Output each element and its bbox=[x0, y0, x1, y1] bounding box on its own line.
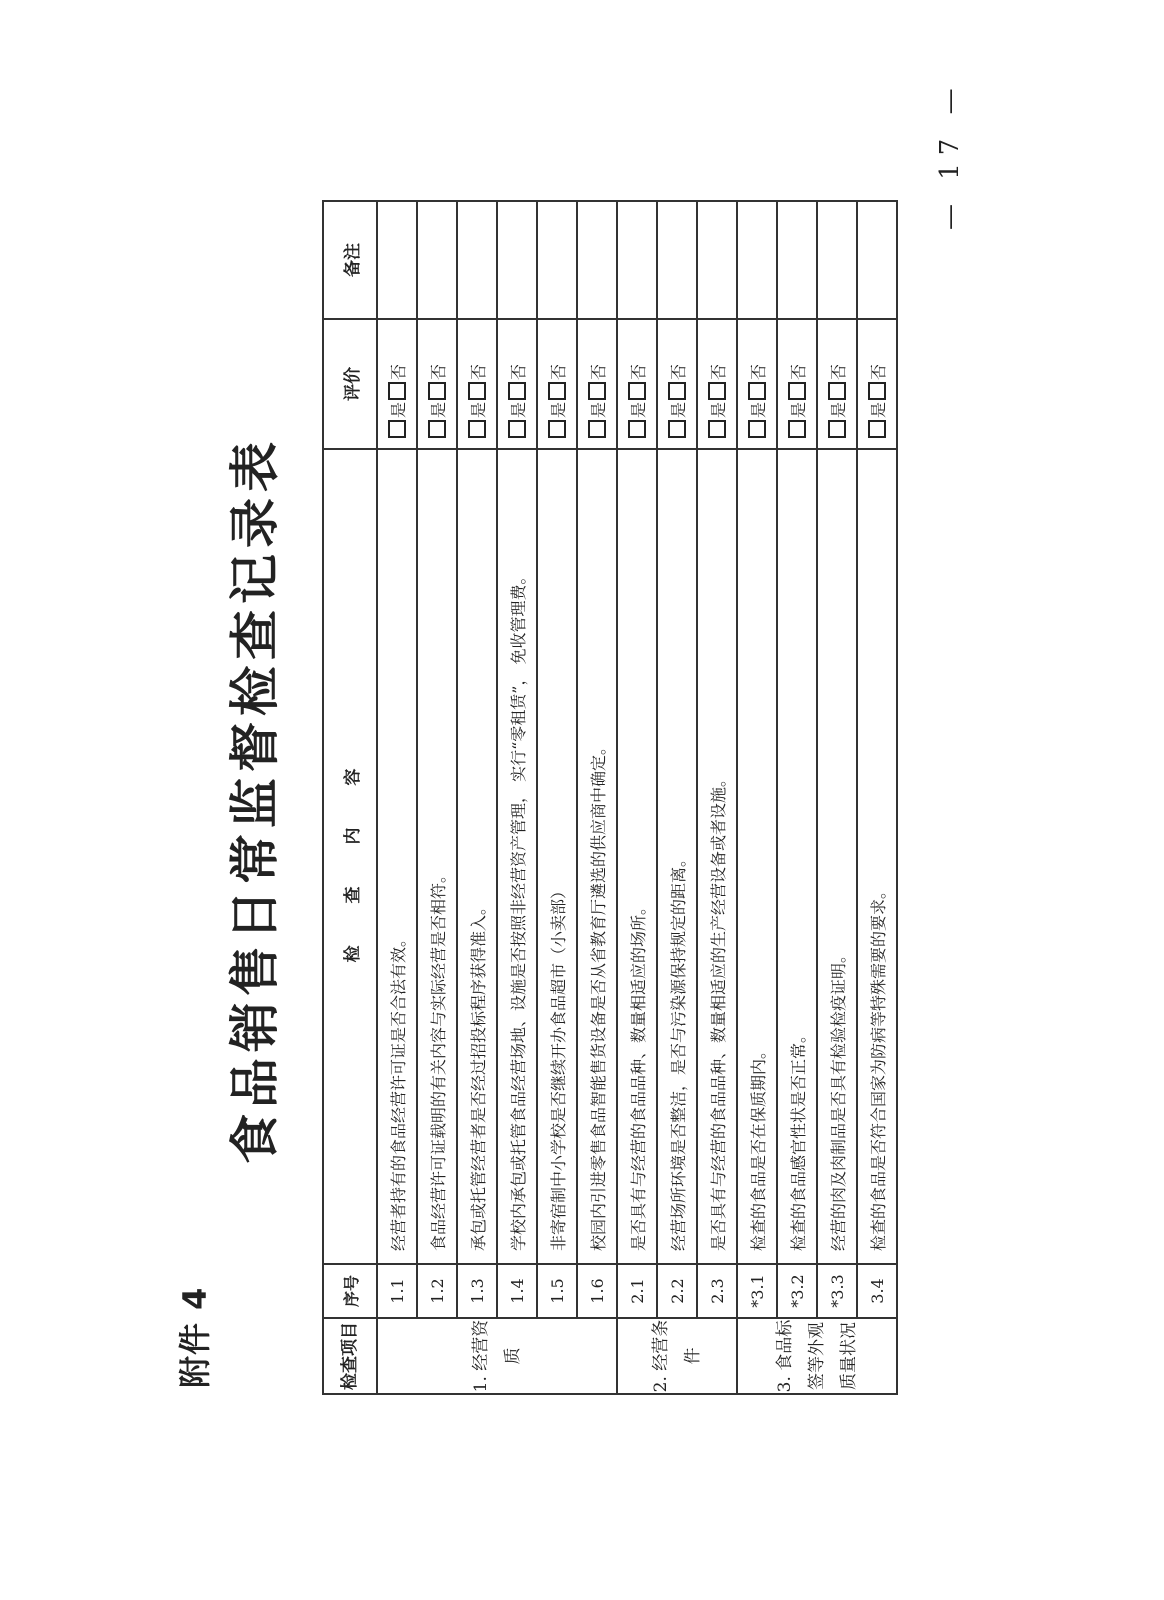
row-seq: 1.3 bbox=[457, 1264, 497, 1318]
no-checkbox[interactable] bbox=[388, 382, 406, 400]
row-content: 是否具有与经营的食品品种、数量相适应的场所。 bbox=[617, 449, 657, 1264]
yes-checkbox[interactable] bbox=[868, 420, 886, 438]
row-seq: 2.3 bbox=[697, 1264, 737, 1318]
row-content: 学校内承包或托管食品经营场地、设施是否按照非经营资产管理， 实行“零租赁”， 免收管理费。 bbox=[497, 449, 537, 1264]
table-row bbox=[377, 201, 417, 1394]
yes-checkbox[interactable] bbox=[828, 420, 846, 438]
yes-label: 是 bbox=[628, 401, 648, 418]
row-evaluation bbox=[417, 319, 457, 449]
table-row bbox=[537, 201, 577, 1394]
row-content: 承包或托管经营者是否经过招投标程序获得准入。 bbox=[457, 449, 497, 1264]
table-row bbox=[497, 201, 537, 1394]
row-note[interactable] bbox=[537, 201, 577, 319]
row-content: 检查的食品是否符合国家为防病等特殊需要的要求。 bbox=[857, 449, 897, 1264]
table-row bbox=[817, 201, 857, 1394]
row-content: 食品经营许可证载明的有关内容与实际经营是否相符。 bbox=[417, 449, 457, 1264]
row-evaluation bbox=[457, 319, 497, 449]
no-label: 否 bbox=[548, 363, 568, 380]
annex-label: 附件 4 bbox=[176, 1286, 214, 1388]
row-content: 非寄宿制中小学校是否继续开办食品超市（小卖部） bbox=[537, 449, 577, 1264]
row-note[interactable] bbox=[577, 201, 617, 319]
no-label: 否 bbox=[868, 363, 888, 380]
no-label: 否 bbox=[428, 363, 448, 380]
yes-checkbox[interactable] bbox=[748, 420, 766, 438]
inspection-table bbox=[322, 200, 898, 1395]
yes-checkbox[interactable] bbox=[588, 420, 606, 438]
yes-label: 是 bbox=[468, 401, 488, 418]
row-content: 检查的食品是否在保质期内。 bbox=[737, 449, 777, 1264]
yes-label: 是 bbox=[748, 401, 768, 418]
row-content: 经营场所环境是否整洁，是否与污染源保持规定的距离。 bbox=[657, 449, 697, 1264]
yes-label: 是 bbox=[668, 401, 688, 418]
row-note[interactable] bbox=[857, 201, 897, 319]
yes-label: 是 bbox=[388, 401, 408, 418]
no-label: 否 bbox=[788, 363, 808, 380]
yes-label: 是 bbox=[428, 401, 448, 418]
row-evaluation bbox=[377, 319, 417, 449]
check-item-group: 2. 经营条件 bbox=[617, 1318, 737, 1394]
yes-checkbox[interactable] bbox=[428, 420, 446, 438]
no-checkbox[interactable] bbox=[428, 382, 446, 400]
row-evaluation bbox=[537, 319, 577, 449]
yes-label: 是 bbox=[588, 401, 608, 418]
yes-label: 是 bbox=[828, 401, 848, 418]
row-seq: 1.5 bbox=[537, 1264, 577, 1318]
no-checkbox[interactable] bbox=[668, 382, 686, 400]
table-row bbox=[577, 201, 617, 1394]
no-label: 否 bbox=[708, 363, 728, 380]
no-label: 否 bbox=[668, 363, 688, 380]
yes-checkbox[interactable] bbox=[388, 420, 406, 438]
row-note[interactable] bbox=[457, 201, 497, 319]
row-note[interactable] bbox=[697, 201, 737, 319]
no-label: 否 bbox=[508, 363, 528, 380]
row-note[interactable] bbox=[497, 201, 537, 319]
row-evaluation bbox=[817, 319, 857, 449]
row-content: 经营的肉及肉制品是否具有检验检疫证明。 bbox=[817, 449, 857, 1264]
row-seq: 1.4 bbox=[497, 1264, 537, 1318]
header-eval: 评价 bbox=[323, 319, 377, 449]
no-label: 否 bbox=[588, 363, 608, 380]
table-row bbox=[737, 201, 777, 1394]
no-checkbox[interactable] bbox=[588, 382, 606, 400]
no-label: 否 bbox=[468, 363, 488, 380]
row-note[interactable] bbox=[377, 201, 417, 319]
table-row bbox=[457, 201, 497, 1394]
row-evaluation bbox=[617, 319, 657, 449]
row-content: 是否具有与经营的食品品种、数量相适应的生产经营设备或者设施。 bbox=[697, 449, 737, 1264]
yes-label: 是 bbox=[508, 401, 528, 418]
row-content: 检查的食品感官性状是否正常。 bbox=[777, 449, 817, 1264]
table-row bbox=[657, 201, 697, 1394]
no-checkbox[interactable] bbox=[468, 382, 486, 400]
row-seq: *3.3 bbox=[817, 1264, 857, 1318]
table-row bbox=[417, 201, 457, 1394]
row-note[interactable] bbox=[617, 201, 657, 319]
header-content: 检 查 内 容 bbox=[323, 449, 377, 1264]
no-checkbox[interactable] bbox=[548, 382, 566, 400]
yes-checkbox[interactable] bbox=[668, 420, 686, 438]
check-item-group: 1. 经营资质 bbox=[377, 1318, 617, 1394]
row-content: 经营者持有的食品经营许可证是否合法有效。 bbox=[377, 449, 417, 1264]
row-evaluation bbox=[577, 319, 617, 449]
table-row bbox=[857, 201, 897, 1394]
table-row bbox=[697, 201, 737, 1394]
no-checkbox[interactable] bbox=[748, 382, 766, 400]
yes-label: 是 bbox=[708, 401, 728, 418]
yes-label: 是 bbox=[868, 401, 888, 418]
row-seq: 3.4 bbox=[857, 1264, 897, 1318]
row-evaluation bbox=[697, 319, 737, 449]
row-evaluation bbox=[497, 319, 537, 449]
no-label: 否 bbox=[628, 363, 648, 380]
row-note[interactable] bbox=[657, 201, 697, 319]
row-note[interactable] bbox=[817, 201, 857, 319]
yes-label: 是 bbox=[788, 401, 808, 418]
row-note[interactable] bbox=[737, 201, 777, 319]
row-seq: *3.2 bbox=[777, 1264, 817, 1318]
page-title: 食品销售日常监督检查记录表 bbox=[226, 436, 284, 1164]
row-note[interactable] bbox=[777, 201, 817, 319]
yes-checkbox[interactable] bbox=[628, 420, 646, 438]
row-seq: 1.1 bbox=[377, 1264, 417, 1318]
row-seq: 1.6 bbox=[577, 1264, 617, 1318]
no-checkbox[interactable] bbox=[628, 382, 646, 400]
no-checkbox[interactable] bbox=[708, 382, 726, 400]
yes-checkbox[interactable] bbox=[468, 420, 486, 438]
no-label: 否 bbox=[388, 363, 408, 380]
no-checkbox[interactable] bbox=[828, 382, 846, 400]
row-seq: 2.2 bbox=[657, 1264, 697, 1318]
page-number: — 17 — bbox=[935, 80, 965, 230]
row-evaluation bbox=[857, 319, 897, 449]
row-evaluation bbox=[657, 319, 697, 449]
row-evaluation bbox=[777, 319, 817, 449]
yes-checkbox[interactable] bbox=[508, 420, 526, 438]
row-seq: *3.1 bbox=[737, 1264, 777, 1318]
row-evaluation bbox=[737, 319, 777, 449]
table-row bbox=[617, 201, 657, 1394]
no-label: 否 bbox=[748, 363, 768, 380]
yes-checkbox[interactable] bbox=[548, 420, 566, 438]
header-item: 检查项目 bbox=[323, 1318, 377, 1394]
row-note[interactable] bbox=[417, 201, 457, 319]
row-seq: 2.1 bbox=[617, 1264, 657, 1318]
row-seq: 1.2 bbox=[417, 1264, 457, 1318]
no-label: 否 bbox=[828, 363, 848, 380]
row-content: 校园内引进零售食品智能售货设备是否从省教育厅遴选的供应商中确定。 bbox=[577, 449, 617, 1264]
yes-checkbox[interactable] bbox=[788, 420, 806, 438]
header-seq: 序号 bbox=[323, 1264, 377, 1318]
table-body bbox=[377, 201, 897, 1394]
no-checkbox[interactable] bbox=[788, 382, 806, 400]
yes-label: 是 bbox=[548, 401, 568, 418]
yes-checkbox[interactable] bbox=[708, 420, 726, 438]
no-checkbox[interactable] bbox=[508, 382, 526, 400]
no-checkbox[interactable] bbox=[868, 382, 886, 400]
check-item-group: 3. 食品标签等外观质量状况 bbox=[737, 1318, 897, 1394]
table-row bbox=[777, 201, 817, 1394]
header-note: 备注 bbox=[323, 201, 377, 319]
table-header-row bbox=[323, 201, 377, 1394]
